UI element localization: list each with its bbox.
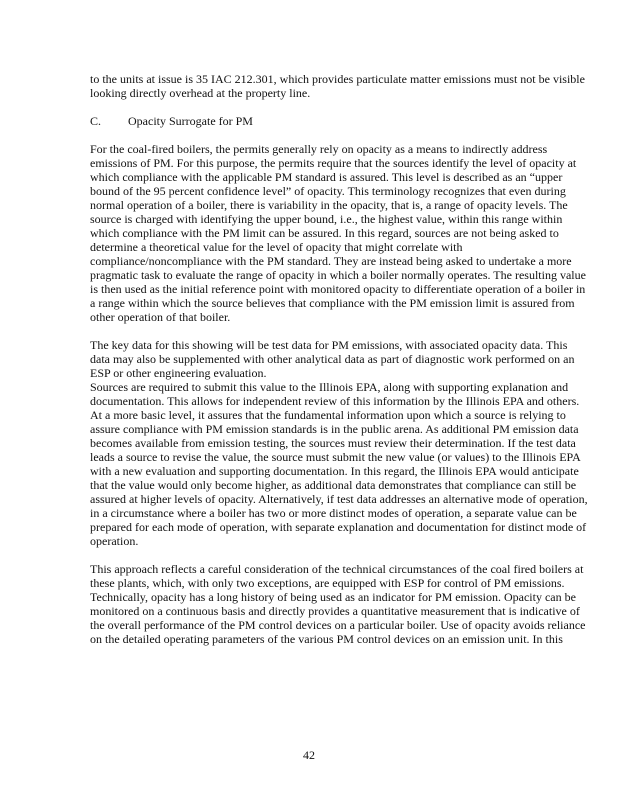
body-paragraph: The key data for this showing will be test data for PM emissions, with associated opacity data. This data may also be supplemented with other analytical data as part of diagnostic work performed on an ESP or other engineering evaluation.: [90, 338, 575, 380]
page-number: 42: [303, 748, 315, 762]
body-paragraph: Sources are required to submit this value to the Illinois EPA, along with supporting explanation and documentation. This allows for independent review of this information by the Illinois EPA and others. At a more basic level, it assures that the fundamental information upon which a source is relying to assure compliance with PM emission standards is in the public arena. As additional PM emission data becomes available from emission testing, the sources must review their determination. If the test data leads a source to revise the value, the source must submit the new value (or values) to the Illinois EPA with a new evaluation and supporting documentation. In this regard, the Illinois EPA would anticipate that the value would only become higher, as additional data demonstrates that compliance can still be assured at higher levels of opacity. Alternatively, if test data addresses an alternative mode of operation, in a circumstance where a boiler has two or more distinct modes of operation, a separate value can be prepared for each mode of operation, with separate explanation and documentation for distinct mode of operation.: [90, 380, 588, 548]
section-letter: C.: [90, 114, 102, 128]
page-content: [90, 72, 590, 660]
body-paragraph: For the coal-fired boilers, the permits generally rely on opacity as a means to indirectly address emissions of PM. For this purpose, the permits require that the sources identify the level of opacity at which compliance with the applicable PM standard is assured. This level is described as an “upper bound of the 95 percent confidence level” of opacity. This terminology recognizes that even during normal operation of a boiler, there is variability in the opacity, that is, a range of opacity levels. The source is charged with identifying the upper bound, i.e., the highest value, within this range within which compliance with the PM limit can be assured. In this regard, sources are not being asked to determine a theoretical value for the level of opacity that might correlate with compliance/noncompliance with the PM standard. They are instead being asked to undertake a more pragmatic task to evaluate the range of opacity in which a boiler normally operates. The resulting value is then used as the initial reference point with monitored opacity to differentiate operation of a boiler in a range within which the source believes that compliance with the PM emission limit is assured from other operation of that boiler.: [90, 142, 586, 324]
body-paragraph: This approach reflects a careful consideration of the technical circumstances of the coal fired boilers at these plants, which, with only two exceptions, are equipped with ESP for control of PM emissions. Technically, opacity has a long history of being used as an indicator for PM emission. Opacity can be monitored on a continuous basis and directly provides a quantitative measurement that is indicative of the overall performance of the PM control devices on a particular boiler. Use of opacity avoids reliance on the detailed operating parameters of the various PM control devices on an emission unit. In this: [90, 562, 586, 646]
intro-paragraph: to the units at issue is 35 IAC 212.301, which provides particulate matter emissions must not be visible looking directly overhead at the property line.: [90, 72, 585, 100]
section-heading: [90, 114, 590, 128]
section-title: Opacity Surrogate for PM: [128, 114, 253, 128]
